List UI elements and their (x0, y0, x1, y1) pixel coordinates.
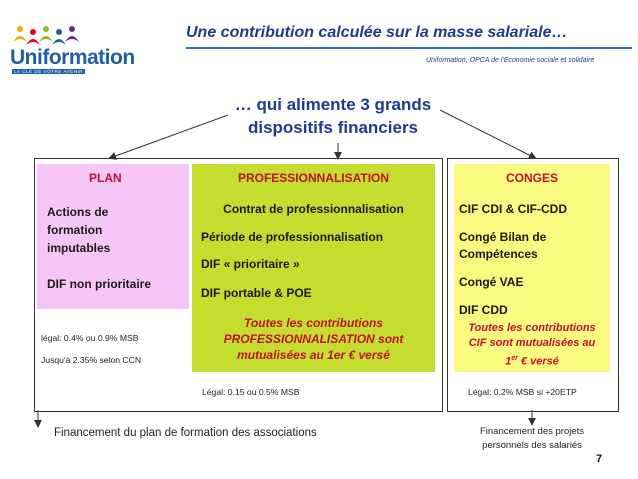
conges-note-line-3 (454, 351, 610, 370)
plan-line-2: formation (47, 223, 103, 237)
intro-line-2: dispositifs financiers (247, 118, 419, 137)
pro-note-line-1: Toutes les contributions (244, 316, 383, 330)
arrow-to-conges (440, 110, 535, 158)
plan-line-3: imputables (47, 241, 111, 255)
conges-mutualisation-note (454, 321, 610, 370)
pro-note-line-2: PROFESSIONNALISATION sont (223, 332, 404, 346)
plan-legal-1: légal: 0.4% ou 0.9% MSB (41, 333, 139, 343)
conges-legal: Légal: 0.2% MSB si +20ETP (468, 387, 577, 397)
conges-note-euro: € versé (517, 355, 559, 368)
pro-note-line-3: mutualisées au 1er € versé (237, 348, 390, 362)
pro-item-3: DIF « prioritaire » (201, 257, 300, 271)
page-subtitle: Uniformation, OPCA de l'Economie sociale et solidaire (426, 57, 595, 64)
intro-line-1: … qui alimente 3 grands (234, 95, 432, 114)
conges-heading: CONGES (505, 171, 558, 185)
personal-financing-text (466, 425, 598, 453)
conges-item-4: DIF CDD (459, 303, 508, 317)
pro-item-1: Contrat de professionnalisation (223, 202, 404, 216)
pro-item-2: Période de professionnalisation (201, 230, 384, 244)
pro-heading: PROFESSIONNALISATION (237, 171, 390, 185)
plan-heading: PLAN (89, 171, 122, 185)
conges-note-sup: er (511, 355, 518, 362)
conges-item-2b: Compétences (459, 247, 538, 261)
plan-financing-text: Financement du plan de formation des associations (54, 427, 317, 439)
page-title: Une contribution calculée sur la masse salariale… (186, 24, 568, 41)
conges-note-line-1: Toutes les contributions (468, 322, 596, 334)
conges-item-1: CIF CDI & CIF-CDD (459, 202, 567, 216)
conges-box (454, 164, 610, 372)
professionnalisation-box (192, 164, 435, 372)
pro-legal: Légal: 0.15 ou 0.5% MSB (202, 387, 300, 397)
logo-tagline: LA CLÉ DE VOTRE AVENIR (14, 69, 84, 74)
plan-line-4: DIF non prioritaire (47, 277, 152, 291)
conges-item-3: Congé VAE (459, 275, 524, 289)
personal-financing-line-1: Financement des projets (479, 426, 585, 437)
plan-legal-2: Jusqu'à 2.35% selon CCN (41, 355, 142, 365)
plan-box (37, 164, 189, 309)
pro-mutualisation-note (192, 315, 435, 363)
conges-item-2a: Congé Bilan de (459, 230, 547, 244)
pro-item-4: DIF portable & POE (201, 286, 312, 300)
personal-financing-line-2: personnels des salariés (482, 440, 582, 451)
plan-line-1: Actions de (47, 205, 109, 219)
logo-wordmark: Uniformation (10, 46, 135, 69)
page-number: 7 (596, 453, 603, 465)
arrow-to-plan (110, 115, 228, 158)
conges-note-line-2: CIF sont mutualisées au (468, 337, 596, 349)
conges-note-1: 1 (505, 355, 512, 368)
